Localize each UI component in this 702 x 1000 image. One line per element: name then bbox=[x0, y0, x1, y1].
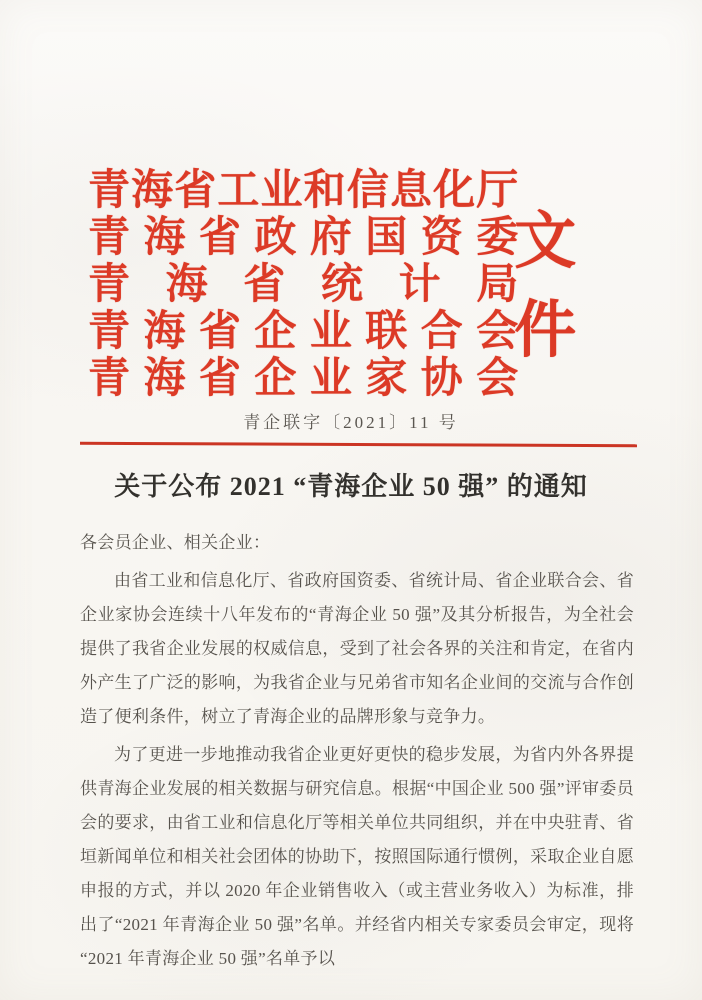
org-name-line: 青海省政府国资委 bbox=[88, 215, 519, 261]
salutation-line: 各会员企业、相关企业： bbox=[80, 533, 271, 552]
document-reference-number: 青企联字〔2021〕11 号 bbox=[243, 413, 459, 432]
body-paragraph: 为了更进一步地推动我省企业更好更快的稳步发展，为省内外各界提供青海企业发展的相关数据与研究信息。根据“中国企业 500 强”评审委员会的要求，由省工业和信息化厅等相关单位共同组织，并在中央驻青、省垣新闻单位和相关社会团体的协助下，按照国际通行惯例，采取企业自愿申报的方式，并以 2020 年企业销售收入（或主营业务收入）为标准，排出了“2021 年青海企业 50 强”名单。并经省内相关专家委员会审定，现将“2021 年青海企业 50 强”名单予以 bbox=[80, 745, 634, 968]
red-divider-line bbox=[80, 442, 637, 447]
document-title: 关于公布 2021 “青海企业 50 强” 的通知 bbox=[114, 472, 588, 501]
letterhead-org-names bbox=[88, 168, 518, 403]
org-name-line: 青海省企业联合会 bbox=[88, 309, 519, 355]
body-paragraph: 由省工业和信息化厅、省政府国资委、省统计局、省企业联合会、省企业家协会连续十八年发布的“青海企业 50 强”及其分析报告，为全社会提供了我省企业发展的权威信息，受到了社会各界的关注和肯定，在省内外产生了广泛的影响，为我省企业与兄弟省市知名企业间的交流与合作创造了便利条件，树立了青海企业的品牌形象与竞争力。 bbox=[80, 571, 634, 726]
letterhead bbox=[88, 168, 640, 403]
document-body bbox=[80, 526, 634, 976]
wenjian-document-label: 文件 bbox=[514, 207, 579, 365]
org-name-line: 青海省工业和信息化厅 bbox=[88, 168, 519, 214]
org-name-line: 青海省统计局 bbox=[88, 262, 519, 308]
org-name-line: 青海省企业家协会 bbox=[88, 356, 519, 402]
